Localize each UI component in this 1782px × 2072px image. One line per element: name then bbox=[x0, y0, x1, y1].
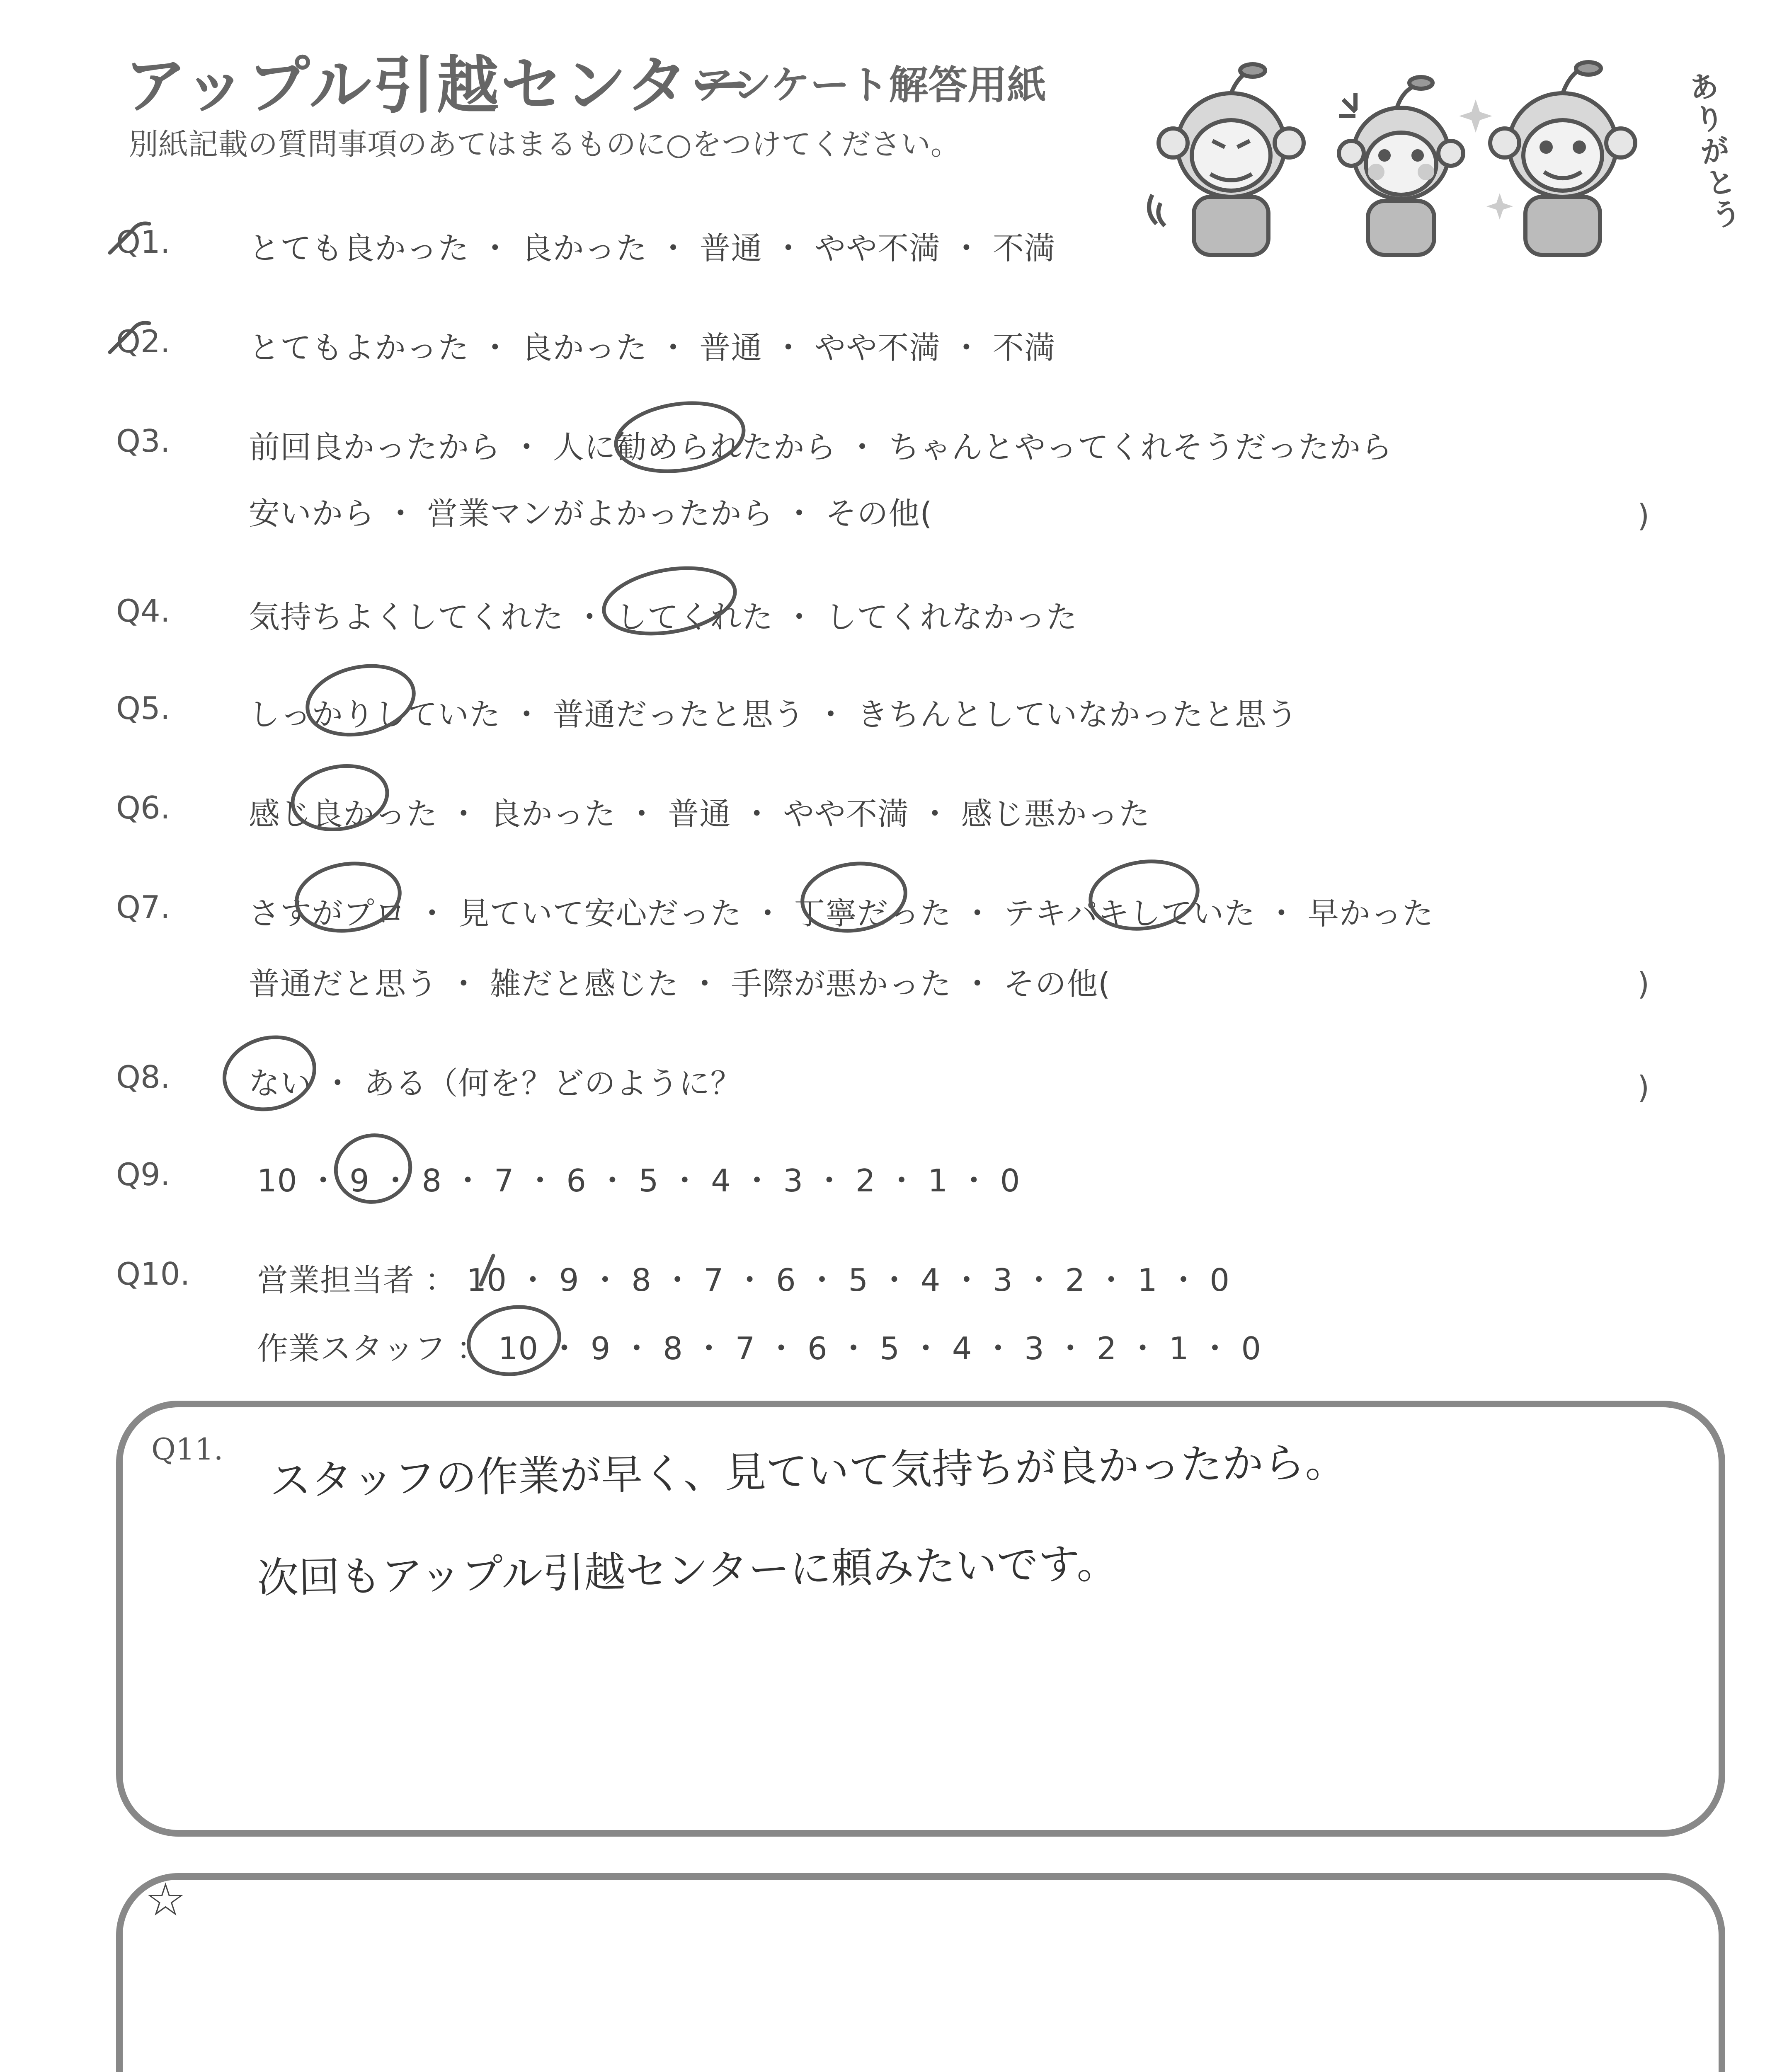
q9-scale: 10 ・ 9 ・ 8 ・ 7 ・ 6 ・ 5 ・ 4 ・ 3 ・ 2 ・ 1 ・ 0 bbox=[257, 1162, 1021, 1199]
q10-staff-scale: 作業スタッフ ： 10 ・ 9 ・ 8 ・ 7 ・ 6 ・ 5 ・ 4 ・ 3 ・ 2 ・ 1 ・ 0 bbox=[257, 1330, 1262, 1367]
q3-label: Q3. bbox=[116, 423, 170, 459]
q7-options-line2: 普通だと思う ・ 雑だと感じた ・ 手際が悪かった ・ その他( bbox=[249, 966, 1111, 1002]
q6-label: Q6. bbox=[116, 789, 170, 826]
q1-options: とても良かった ・ 良かった ・ 普通 ・ やや不満 ・ 不満 bbox=[249, 230, 1056, 266]
q4-label: Q4. bbox=[116, 593, 170, 629]
q10-answer-circle bbox=[463, 1300, 565, 1381]
thank-you-badge: ありがとう bbox=[1681, 68, 1744, 234]
q7-close-paren: ) bbox=[1637, 966, 1650, 1002]
q7-answer-circle-3 bbox=[1086, 855, 1202, 936]
q4-answer-circle bbox=[599, 559, 740, 643]
q10-label: Q10. bbox=[116, 1256, 190, 1292]
q10-mark bbox=[481, 1256, 493, 1285]
q7-answer-circle-2 bbox=[798, 857, 910, 937]
q8-label: Q8. bbox=[116, 1059, 170, 1095]
q11-answer-line2: 次回もアップル引越センターに頼みたいです。 bbox=[257, 1539, 1119, 1603]
q8-options: ない ・ ある（何を？どのように？ bbox=[249, 1065, 742, 1101]
q10-sales-scale: 営業担当者 ： 10 ・ 9 ・ 8 ・ 7 ・ 6 ・ 5 ・ 4 ・ 3 ・ 2 ・ 1 ・ 0 bbox=[257, 1262, 1230, 1298]
q7-label: Q7. bbox=[116, 889, 170, 925]
q9-label: Q9. bbox=[116, 1156, 170, 1193]
q5-answer-circle bbox=[301, 657, 420, 744]
q2-check-mark bbox=[110, 323, 149, 352]
q11-answer-line1: スタッフの作業が早く、見ていて気持ちが良かったから。 bbox=[269, 1438, 1347, 1505]
q3-options-line1: 前回良かったから ・ 人に勧められたから ・ ちゃんとやってくれそうだったから bbox=[249, 429, 1393, 465]
star-icon: ☆ bbox=[145, 1873, 186, 1926]
q4-options: 気持ちよくしてくれた ・ してくれた ・ してくれなかった bbox=[249, 599, 1078, 635]
q3-options-line2: 安いから ・ 営業マンがよかったから ・ その他( bbox=[249, 495, 933, 532]
q8-close-paren: ) bbox=[1637, 1069, 1650, 1106]
q6-answer-circle bbox=[288, 759, 393, 837]
q7-answer-circle-1 bbox=[292, 857, 404, 937]
q1-check-mark bbox=[110, 223, 149, 253]
q3-close-paren: ) bbox=[1637, 497, 1650, 534]
comment-box bbox=[116, 1873, 1725, 2072]
instructions: 別紙記載の質問事項のあてはまるものに○をつけてください。 bbox=[128, 127, 960, 162]
q9-answer-circle bbox=[330, 1130, 415, 1208]
form-title: アップル引越センター bbox=[124, 50, 754, 122]
q11-label: Q11. bbox=[151, 1432, 223, 1467]
form-subtitle: アンケート解答用紙 bbox=[694, 63, 1047, 108]
q2-options: とてもよかった ・ 良かった ・ 普通 ・ やや不満 ・ 不満 bbox=[249, 329, 1056, 366]
q5-options: しっかりしていた ・ 普通だったと思う ・ きちんとしていなかったと思う bbox=[249, 696, 1298, 733]
q5-label: Q5. bbox=[116, 690, 170, 726]
q7-options-line1: さすがプロ ・ 見ていて安心だった ・ 丁寧だった ・ テキパキしていた ・ 早かった bbox=[249, 895, 1434, 932]
q3-answer-circle bbox=[611, 395, 748, 479]
q8-answer-circle bbox=[216, 1027, 323, 1119]
q2-label: Q2. bbox=[116, 323, 170, 360]
q6-options: 感じ良かった ・ 良かった ・ 普通 ・ やや不満 ・ 感じ悪かった bbox=[249, 796, 1150, 832]
q1-label: Q1. bbox=[116, 224, 170, 260]
